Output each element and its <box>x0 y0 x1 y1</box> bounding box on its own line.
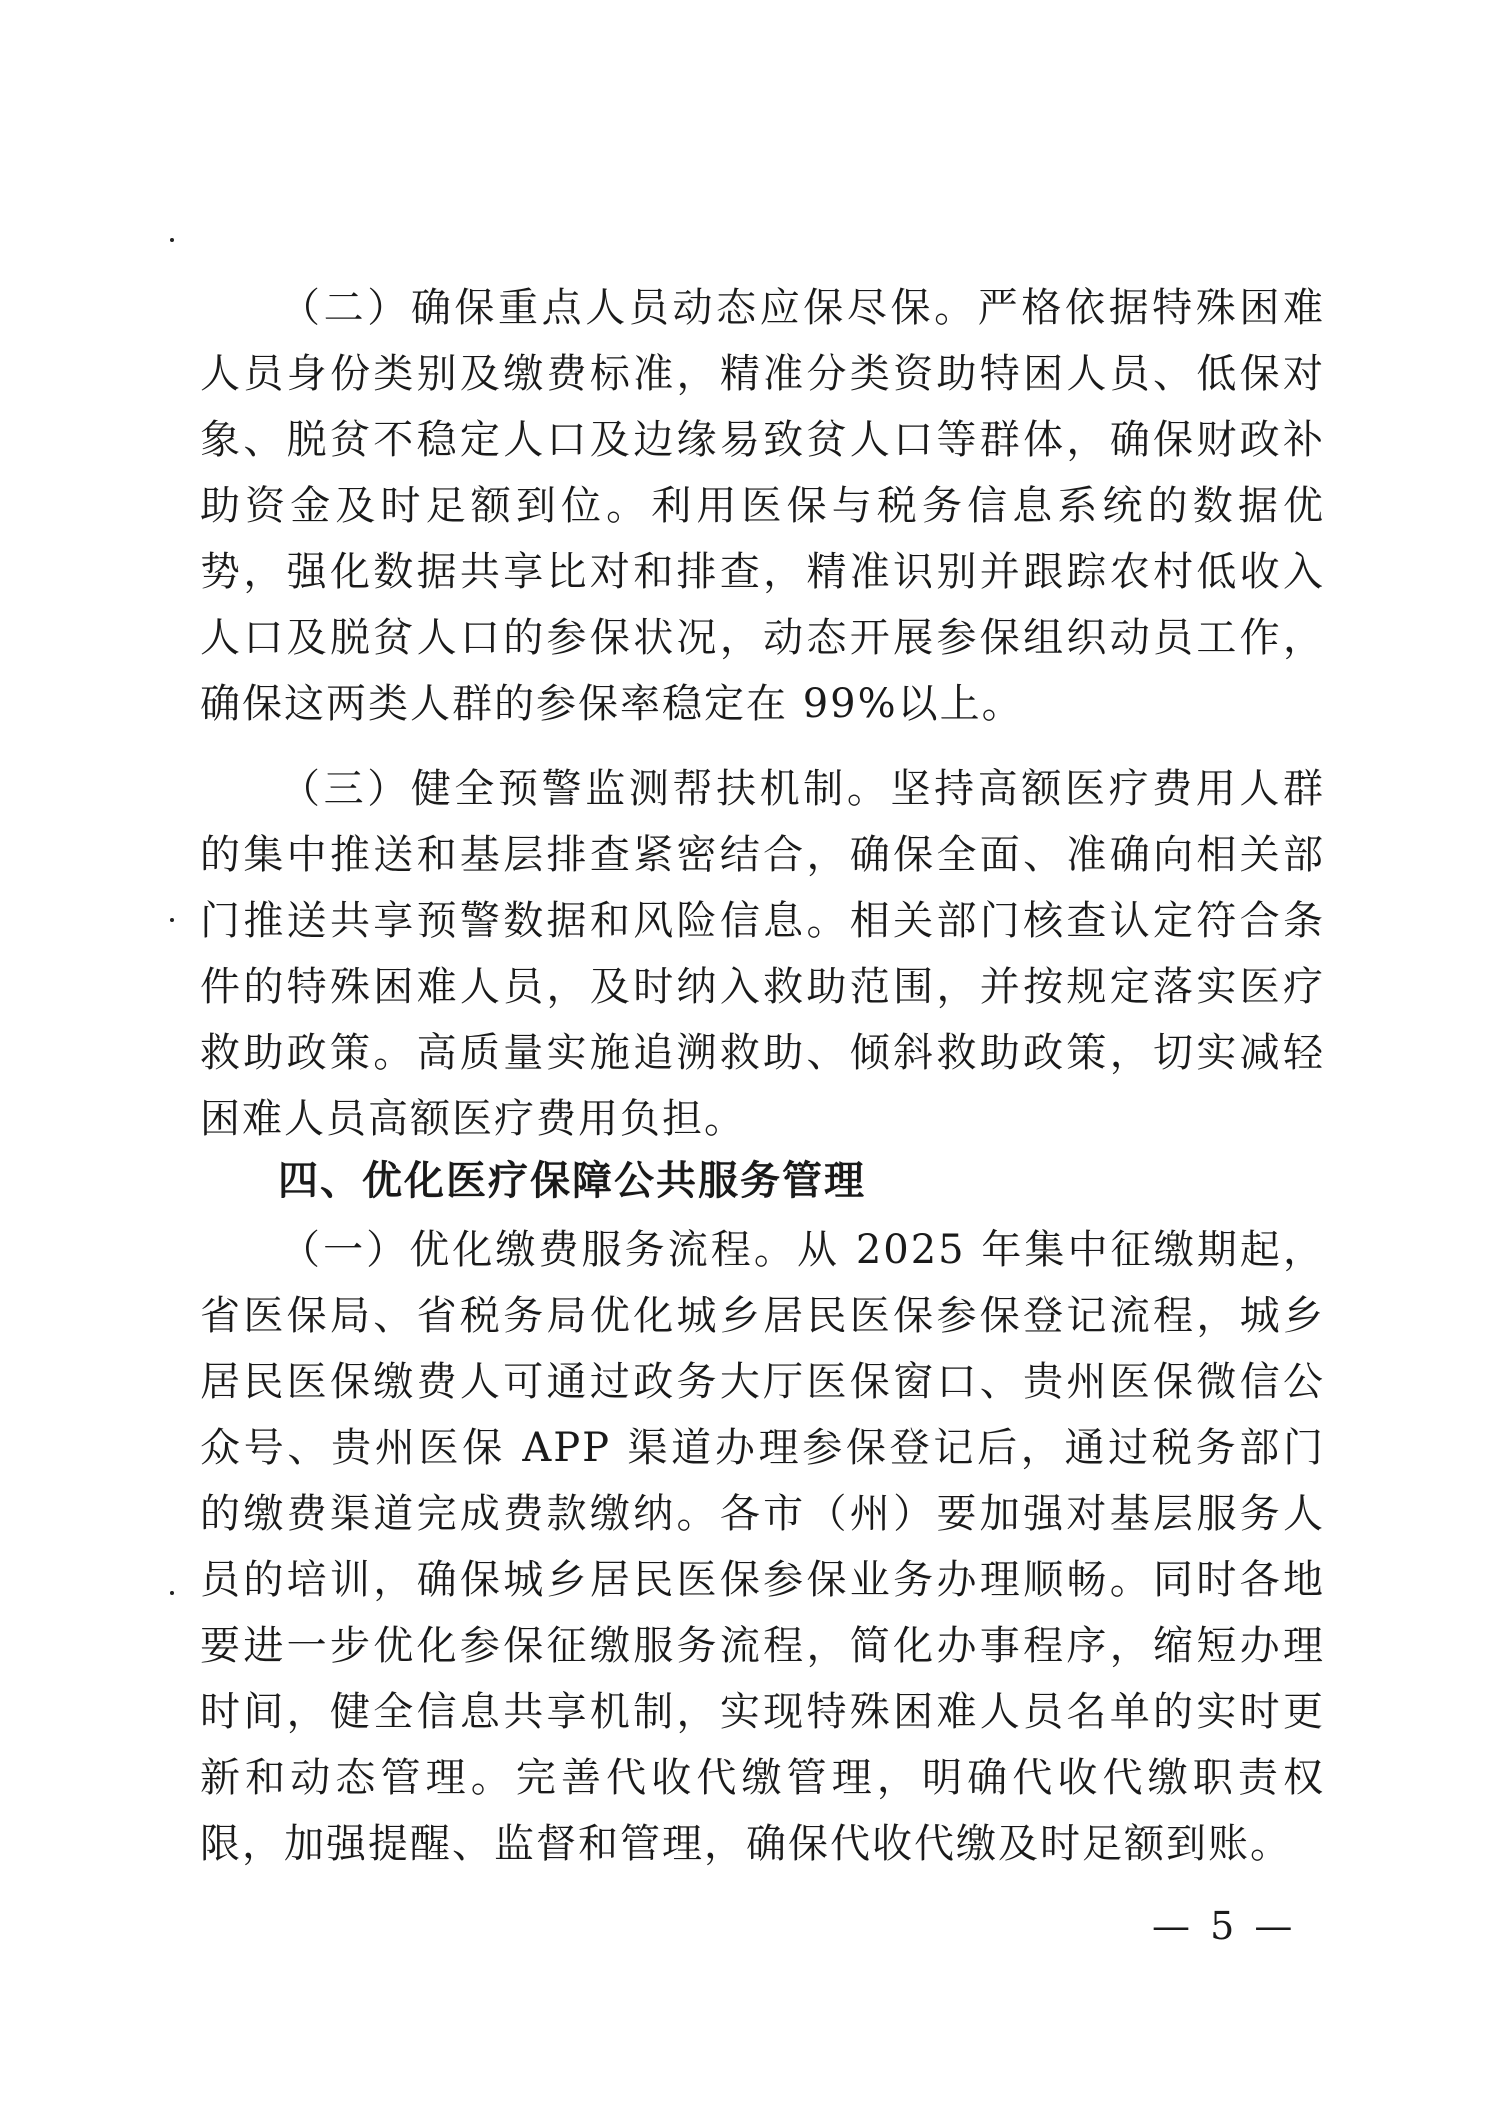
paragraph-warning-monitoring: （三）健全预警监测帮扶机制。坚持高额医疗费用人群的集中推送和基层排查紧密结合，确保全面、准确向相关部门推送共享预警数据和风险信息。相关部门核查认定符合条件的特殊困难人员，及时纳入救助范围，并按规定落实医疗救助政策。高质量实施追溯救助、倾斜救助政策，切实减轻困难人员高额医疗费用负担。 <box>200 766 1325 1142</box>
page-number: — 5 — <box>1152 1904 1297 1948</box>
section-heading: 四、优化医疗保障公共服务管理 <box>278 1158 866 1204</box>
margin-dot <box>170 918 174 922</box>
margin-dot <box>170 1591 174 1595</box>
paragraph-payment-service: （一）优化缴费服务流程。从 2025 年集中征缴期起，省医保局、省税务局优化城乡居民医保参保登记流程，城乡居民医保缴费人可通过政务大厅医保窗口、贵州医保微信公众号、贵州医保 APP 渠道办理参保登记后，通过税务部门的缴费渠道完成费款缴纳。各市（州）要加强对基层服务人员的培训，确保城乡居民医保参保业务办理顺畅。同时各地要进一步优化参保征缴服务流程，简化办事程序，缩短办理时间，健全信息共享机制，实现特殊困难人员名单的实时更新和动态管理。完善代收代缴管理，明确代收代缴职责权限，加强提醒、监督和管理，确保代收代缴及时足额到账。 <box>200 1227 1325 1867</box>
margin-dot <box>170 238 174 242</box>
paragraph-ensure-key-personnel: （二）确保重点人员动态应保尽保。严格依据特殊困难人员身份类别及缴费标准，精准分类资助特困人员、低保对象、脱贫不稳定人口及边缘易致贫人口等群体，确保财政补助资金及时足额到位。利用医保与税务信息系统的数据优势，强化数据共享比对和排查，精准识别并跟踪农村低收入人口及脱贫人口的参保状况，动态开展参保组织动员工作，确保这两类人群的参保率稳定在 99%以上。 <box>200 285 1325 727</box>
